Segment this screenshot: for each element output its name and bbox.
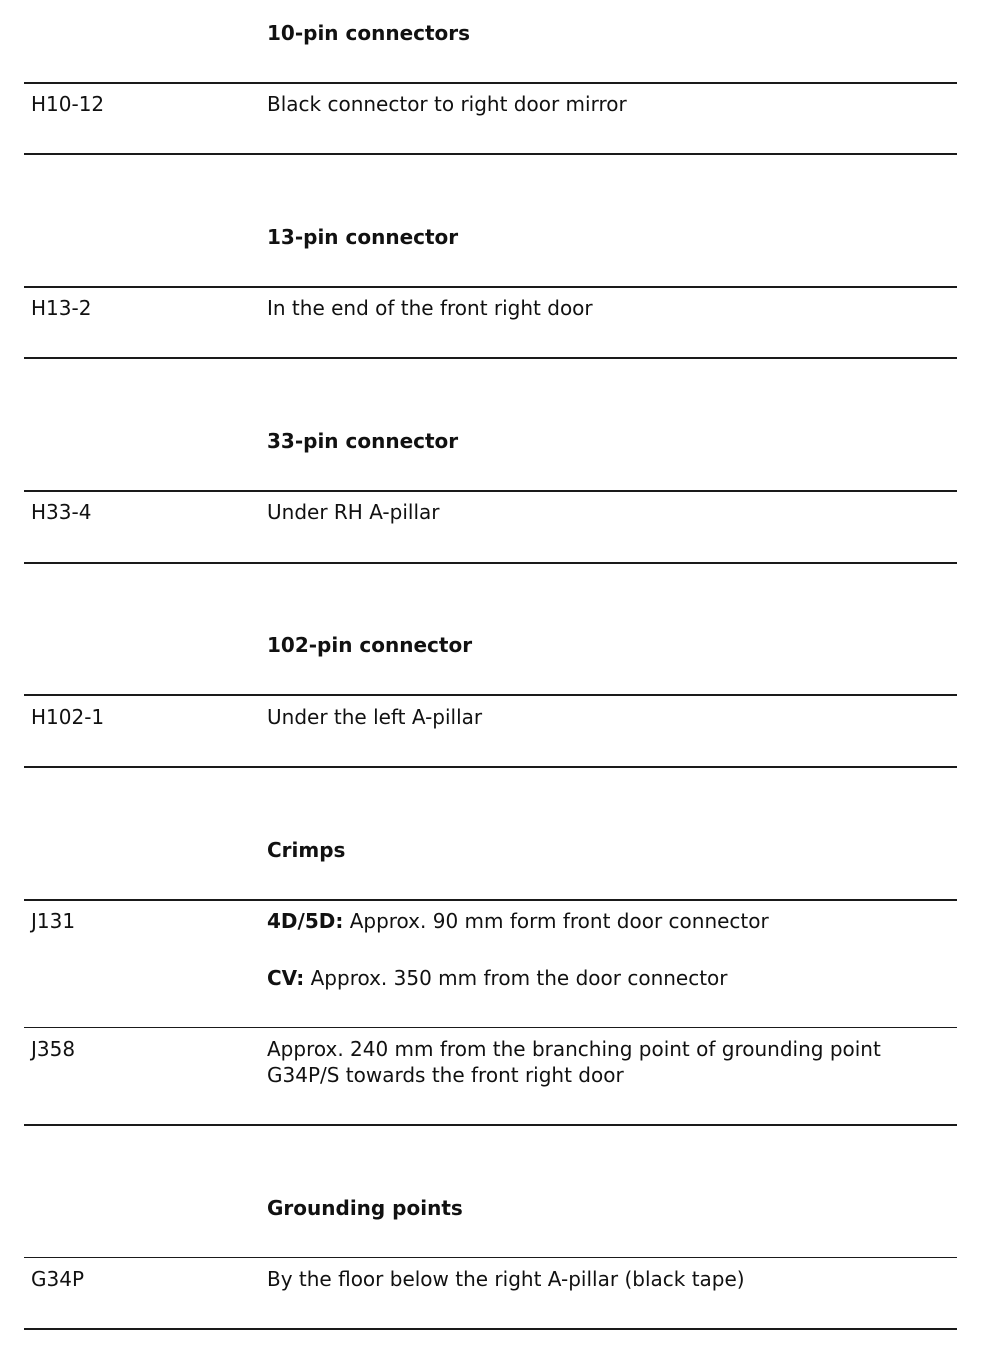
variant-text: Approx. 350 mm from the door connector bbox=[304, 966, 728, 990]
section-top-rule bbox=[24, 899, 957, 901]
section-title-102-pin: 102-pin connector bbox=[267, 633, 473, 657]
variant-label: CV: bbox=[267, 966, 305, 990]
section-bottom-rule bbox=[24, 766, 957, 768]
section-bottom-rule bbox=[24, 1124, 957, 1126]
connector-code: H13-2 bbox=[31, 296, 92, 320]
description-line: G34P/S towards the front right door bbox=[267, 1063, 624, 1087]
row-divider bbox=[24, 1027, 957, 1028]
section-bottom-rule bbox=[24, 562, 957, 564]
connector-description: Under the left A-pillar bbox=[267, 705, 483, 729]
section-top-rule bbox=[24, 82, 957, 84]
section-title-grounding-points: Grounding points bbox=[267, 1196, 463, 1220]
connector-code: H10-12 bbox=[31, 92, 105, 116]
section-top-rule bbox=[24, 694, 957, 696]
connector-code: H33-4 bbox=[31, 500, 92, 524]
ground-description: By the floor below the right A-pillar (black tape) bbox=[267, 1267, 745, 1291]
section-bottom-rule bbox=[24, 357, 957, 359]
section-title-10-pin: 10-pin connectors bbox=[267, 21, 471, 45]
section-title-13-pin: 13-pin connector bbox=[267, 225, 459, 249]
crimp-description-cv bbox=[267, 966, 947, 990]
crimp-description-4d5d bbox=[267, 909, 947, 933]
section-bottom-rule bbox=[24, 1328, 957, 1330]
description-line: Approx. 240 mm from the branching point of grounding point bbox=[267, 1037, 881, 1061]
crimp-description bbox=[267, 1037, 947, 1087]
variant-text: Approx. 90 mm form front door connector bbox=[343, 909, 769, 933]
section-title-crimps: Crimps bbox=[267, 838, 346, 862]
connector-description: In the end of the front right door bbox=[267, 296, 593, 320]
section-top-rule bbox=[24, 490, 957, 492]
connector-description: Black connector to right door mirror bbox=[267, 92, 627, 116]
connector-description: Under RH A-pillar bbox=[267, 500, 440, 524]
section-top-rule bbox=[24, 286, 957, 288]
section-title-33-pin: 33-pin connector bbox=[267, 429, 459, 453]
ground-code: G34P bbox=[31, 1267, 85, 1291]
crimp-code: J131 bbox=[31, 909, 76, 933]
connector-code: H102-1 bbox=[31, 705, 105, 729]
section-bottom-rule bbox=[24, 153, 957, 155]
variant-label: 4D/5D: bbox=[267, 909, 344, 933]
crimp-code: J358 bbox=[31, 1037, 76, 1061]
section-top-rule bbox=[24, 1257, 957, 1258]
